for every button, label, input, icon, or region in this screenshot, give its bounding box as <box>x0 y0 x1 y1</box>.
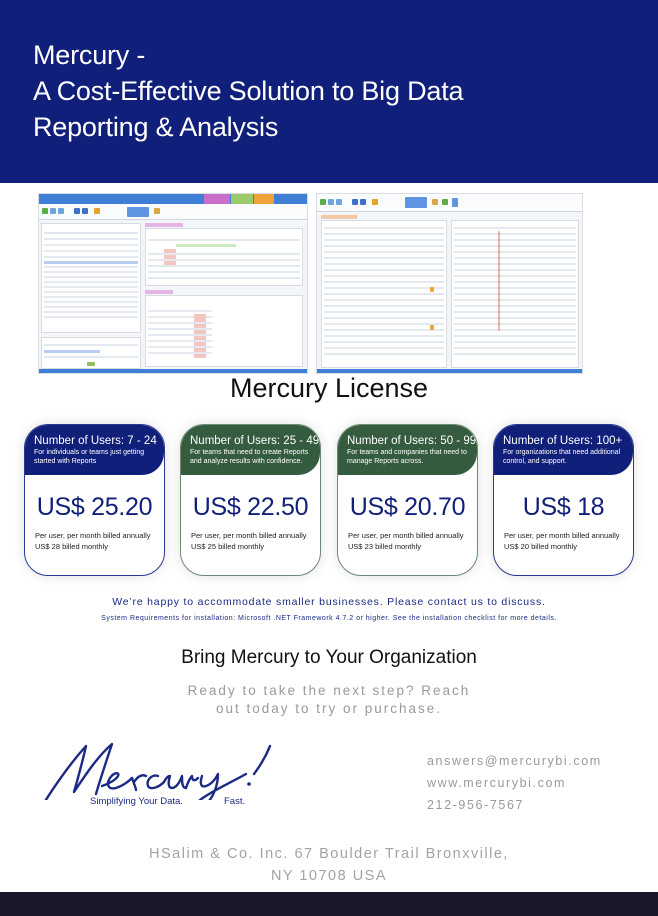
logo-tagline: Simplifying Your Data. <box>90 796 183 807</box>
pivot-grid-top <box>145 228 303 286</box>
transactions-grid-right <box>451 220 579 368</box>
plan-users: Number of Users: 100+ <box>503 435 623 447</box>
plan-description: For teams that need to create Reports and analyze results with confidence. <box>190 449 309 465</box>
cta-subheading <box>0 682 658 718</box>
plan-price: US$ 18 <box>522 493 605 521</box>
plan-description: For teams and companies that need to manage Reports across. <box>347 449 467 465</box>
footer-bar <box>0 892 658 916</box>
page-title <box>33 37 463 145</box>
plan-card-100-plus <box>493 424 634 576</box>
app-ribbon <box>317 194 582 212</box>
company-address <box>0 843 658 887</box>
plan-header <box>494 425 633 475</box>
parameters-pane <box>41 337 141 369</box>
mercury-logo <box>38 740 288 815</box>
plan-description: For organizations that need additional control, and support. <box>503 449 621 465</box>
title-line-2: A Cost-Effective Solution to Big Data <box>33 76 464 106</box>
context-tab <box>254 194 274 204</box>
transactions-grid-left <box>321 220 447 368</box>
plan-note-annual: Per user, per month billed annually <box>35 531 151 540</box>
contact-email[interactable]: answers@mercurybi.com <box>427 754 602 768</box>
hero-banner <box>0 0 658 183</box>
cta-subheading-line-2: out today to try or purchase. <box>215 701 443 716</box>
plan-header <box>338 425 477 475</box>
plan-note-annual: Per user, per month billed annually <box>191 531 307 540</box>
title-line-3: Reporting & Analysis <box>33 112 279 142</box>
context-tab <box>231 194 253 204</box>
plan-price: US$ 25.20 <box>36 493 153 521</box>
plan-header <box>181 425 320 475</box>
grid-header <box>145 223 183 227</box>
plan-price: US$ 20.70 <box>349 493 466 521</box>
grid-header <box>145 290 173 294</box>
plan-price: US$ 22.50 <box>192 493 309 521</box>
cta-heading: Bring Mercury to Your Organization <box>181 647 477 668</box>
plan-header <box>25 425 164 475</box>
system-requirements: System Requirements for installation: Microsoft .NET Framework 4.7.2 or higher. See the installation checklist for more details. <box>101 615 557 622</box>
logo-tagline-fast: Fast. <box>224 796 246 807</box>
plan-card-7-24 <box>24 424 165 576</box>
license-title: Mercury License <box>229 373 429 403</box>
app-ribbon <box>39 204 307 220</box>
cta-subheading-line-1: Ready to take the next step? Reach <box>187 683 471 698</box>
contact-website[interactable]: www.mercurybi.com <box>427 776 567 790</box>
plan-card-25-49 <box>180 424 321 576</box>
plan-note <box>191 530 307 552</box>
address-line-2: NY 10708 USA <box>270 868 388 884</box>
contact-info <box>427 750 602 816</box>
title-line-1: Mercury - <box>33 40 146 70</box>
pivot-grid-bottom <box>145 295 303 367</box>
report-list-pane <box>41 223 141 333</box>
plan-note-annual: Per user, per month billed annually <box>504 531 620 540</box>
plan-note-annual: Per user, per month billed annually <box>348 531 464 540</box>
address-line-1: HSalim & Co. Inc. 67 Boulder Trail Bronxville, <box>149 846 509 862</box>
plan-users: Number of Users: 7 - 24 <box>34 435 157 447</box>
plan-users: Number of Users: 50 - 99 <box>347 435 477 447</box>
mercury-report-workspace-screenshot <box>38 193 308 374</box>
plan-note <box>504 530 620 552</box>
grid-tab <box>321 215 357 219</box>
contact-phone[interactable]: 212-956-7567 <box>427 798 525 812</box>
context-tab <box>204 194 230 204</box>
plan-note-monthly: US$ 25 billed monthly <box>191 542 264 551</box>
small-business-note: We’re happy to accommodate smaller businesses. Please contact us to discuss. <box>112 596 546 608</box>
plan-note-monthly: US$ 23 billed monthly <box>348 542 421 551</box>
mercury-script-wordmark-icon <box>38 740 288 800</box>
plan-card-50-99 <box>337 424 478 576</box>
mercury-transactions-grid-screenshot <box>316 193 583 374</box>
plan-note <box>348 530 464 552</box>
plan-users: Number of Users: 25 - 49 <box>190 435 320 447</box>
plan-note-monthly: US$ 28 billed monthly <box>35 542 108 551</box>
plan-description: For individuals or teams just getting started with Reports <box>34 449 145 465</box>
plan-note-monthly: US$ 20 billed monthly <box>504 542 577 551</box>
plan-note <box>35 530 151 552</box>
